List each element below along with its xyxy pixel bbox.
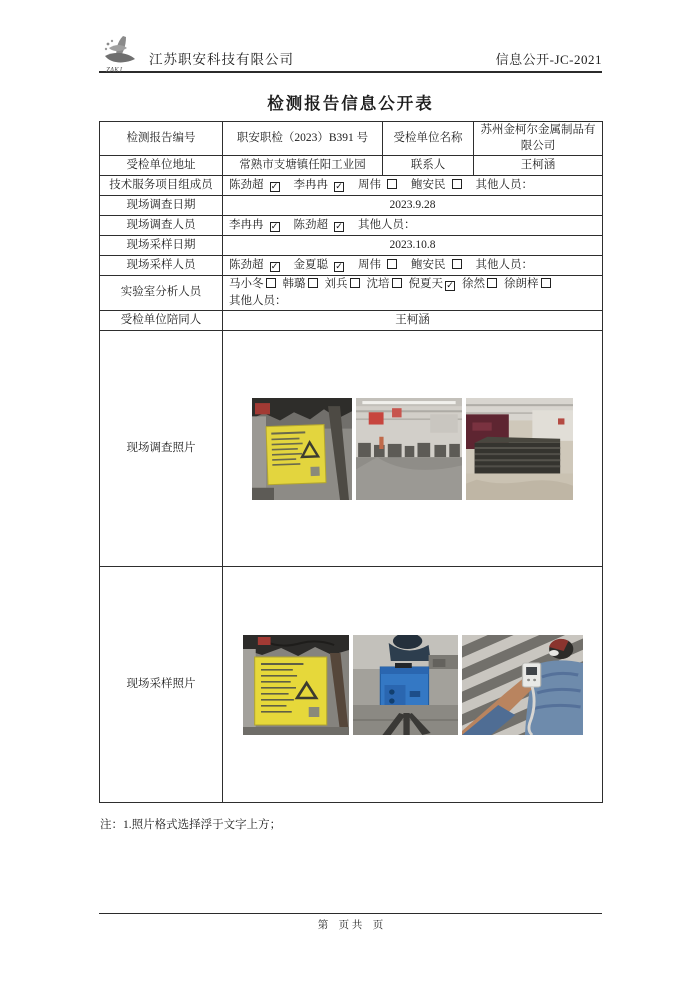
checkbox-checked-icon: ✓	[335, 261, 343, 272]
table-row	[100, 236, 603, 256]
page-header	[99, 30, 602, 73]
member-item	[411, 259, 462, 271]
table-row	[100, 122, 603, 156]
member-name: 李冉冉	[229, 218, 264, 231]
lab-staff-members	[229, 277, 596, 293]
member-name: 马小冬	[229, 278, 264, 291]
member-name: 其他人员：	[475, 258, 533, 271]
sampling-staff-label: 现场采样人员	[100, 256, 223, 276]
member-name: 刘兵	[324, 278, 348, 291]
footer-divider	[99, 913, 602, 914]
survey-staff-label: 现场调查人员	[100, 216, 223, 236]
member-item	[358, 259, 397, 271]
table-row	[100, 176, 603, 196]
report-table	[99, 121, 603, 803]
member-item	[504, 278, 551, 290]
member-item	[411, 179, 462, 191]
member-item	[367, 278, 402, 290]
member-name: 鲍安民	[411, 178, 446, 191]
checkbox-unchecked-icon	[541, 278, 551, 288]
sampling-photos-cell	[223, 567, 603, 803]
member-name: 倪夏天	[408, 278, 443, 291]
member-name: 陈劲超	[229, 178, 264, 191]
member-name: 周伟	[358, 258, 381, 271]
survey-photo-2-workshop-interior	[356, 398, 462, 500]
survey-date-label: 现场调查日期	[100, 196, 223, 216]
member-item	[229, 259, 280, 271]
survey-staff-members	[223, 216, 603, 236]
member-name: 其他人员：	[475, 178, 533, 191]
member-item	[283, 278, 318, 290]
checkbox-checked-icon: ✓	[335, 181, 343, 192]
survey-photos-label: 现场调查照片	[100, 331, 223, 567]
sampling-photo-strip	[229, 635, 596, 735]
survey-photo-strip	[229, 398, 596, 500]
member-item	[476, 259, 534, 271]
member-name: 沈培	[366, 278, 390, 291]
table-row	[100, 276, 603, 311]
table-row	[100, 567, 603, 803]
lab-staff-other-label: 其他人员：	[229, 294, 287, 307]
member-name: 李冉冉	[293, 178, 328, 191]
member-item	[409, 278, 456, 290]
checkbox-unchecked-icon	[487, 278, 497, 288]
unit-addr-value: 常熟市支塘镇任阳工业园	[223, 156, 383, 176]
member-name: 周伟	[358, 178, 381, 191]
unit-name-label: 受检单位名称	[383, 122, 474, 156]
sampling-staff-members	[223, 256, 603, 276]
checkbox-checked-icon: ✓	[335, 221, 343, 232]
lab-staff-label: 实验室分析人员	[100, 276, 223, 311]
survey-date-value: 2023.9.28	[223, 196, 603, 216]
checkbox-checked-icon: ✓	[270, 181, 279, 192]
sampling-photo-1-yellow-hazard-sign	[243, 635, 349, 735]
member-item	[294, 259, 345, 271]
survey-photos-cell	[223, 331, 603, 567]
member-item	[229, 179, 280, 191]
table-row	[100, 311, 603, 331]
checkbox-unchecked-icon	[452, 179, 462, 189]
escort-label: 受检单位陪同人	[100, 311, 223, 331]
member-item	[294, 179, 345, 191]
table-row	[100, 216, 603, 236]
report-no-value: 职安职检（2023）B391 号	[223, 122, 383, 156]
member-name: 徐朗梓	[504, 278, 539, 291]
company-name: 江苏职安科技有限公司	[149, 52, 294, 67]
page-title: 检测报告信息公开表	[267, 94, 434, 113]
svg-text:ZAKJ: ZAKJ	[106, 66, 122, 74]
survey-photo-3-metal-stock-area	[466, 398, 573, 500]
member-name: 其他人员：	[358, 218, 416, 231]
member-name: 韩璐	[282, 278, 306, 291]
table-row	[100, 156, 603, 176]
tech-team-label: 技术服务项目组成员	[100, 176, 223, 196]
sampling-date-label: 现场采样日期	[100, 236, 223, 256]
member-item	[229, 278, 276, 290]
checkbox-unchecked-icon	[387, 259, 397, 269]
checkbox-unchecked-icon	[266, 278, 276, 288]
checkbox-checked-icon: ✓	[270, 221, 279, 232]
survey-photo-1-yellow-hazard-sign	[252, 398, 352, 500]
page-number-text: 第 页 共 页	[317, 920, 384, 931]
footnote: 注：1.照片格式选择浮于文字上方；	[100, 819, 282, 831]
member-item	[476, 179, 534, 191]
report-no-label: 检测报告编号	[100, 122, 223, 156]
table-row	[100, 331, 603, 567]
member-item	[229, 219, 280, 231]
member-item	[462, 278, 497, 290]
checkbox-unchecked-icon	[392, 278, 402, 288]
member-item	[358, 219, 416, 231]
member-name: 鲍安民	[411, 258, 446, 271]
member-item	[325, 278, 360, 290]
sampling-photo-3-handheld-meter-worker	[462, 635, 583, 735]
member-item	[358, 179, 397, 191]
checkbox-unchecked-icon	[308, 278, 318, 288]
company-logo-icon	[99, 34, 145, 74]
sampling-photo-2-blue-sampler-tripod	[353, 635, 458, 735]
sampling-photos-label: 现场采样照片	[100, 567, 223, 803]
doc-code: 信息公开-JC-2021	[495, 52, 602, 67]
checkbox-checked-icon: ✓	[446, 281, 454, 292]
sampling-date-value: 2023.10.8	[223, 236, 603, 256]
member-name: 金夏聪	[293, 258, 328, 271]
contact-label: 联系人	[383, 156, 474, 176]
unit-name-value: 苏州金柯尔金属制品有限公司	[474, 122, 603, 156]
checkbox-unchecked-icon	[350, 278, 360, 288]
member-name: 陈劲超	[293, 218, 328, 231]
member-name: 徐然	[462, 278, 485, 291]
checkbox-unchecked-icon	[387, 179, 397, 189]
lab-staff-cell	[223, 276, 603, 311]
unit-addr-label: 受检单位地址	[100, 156, 223, 176]
table-row	[100, 256, 603, 276]
escort-value: 王柯涵	[223, 311, 603, 331]
tech-team-members	[223, 176, 603, 196]
checkbox-unchecked-icon	[452, 259, 462, 269]
table-row	[100, 196, 603, 216]
member-item	[294, 219, 345, 231]
member-name: 陈劲超	[229, 258, 264, 271]
header-brand	[99, 31, 294, 74]
contact-value: 王柯涵	[474, 156, 603, 176]
checkbox-checked-icon: ✓	[270, 261, 279, 272]
